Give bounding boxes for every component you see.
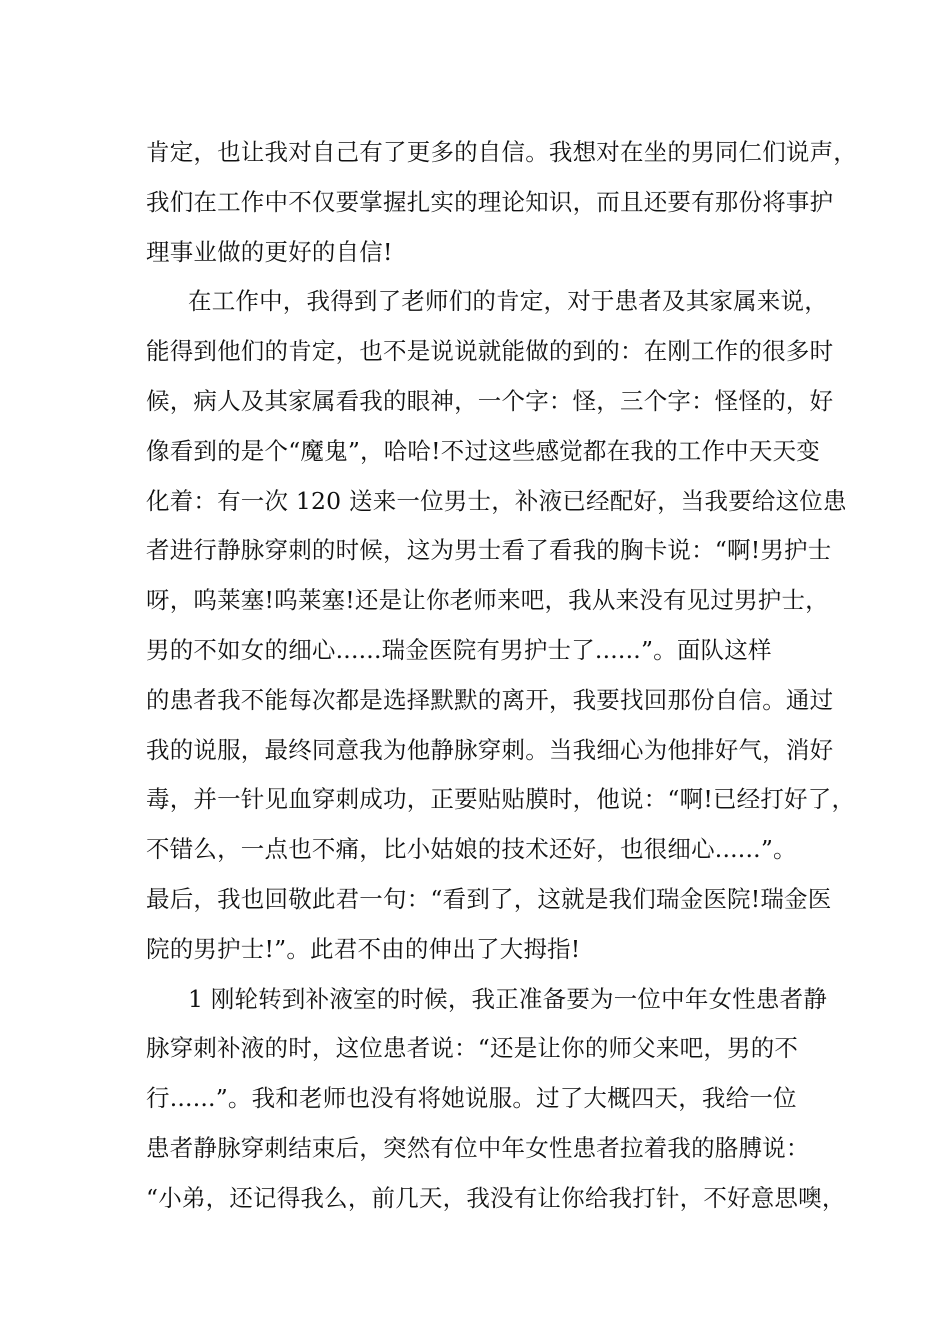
text-line: 能得到他们的肯定，也不是说说就能做的到的：在刚工作的很多时 xyxy=(146,337,834,366)
text-line: 行......”。我和老师也没有将她说服。过了大概四天，我给一位 xyxy=(146,1084,797,1113)
text-line: 脉穿刺补液的时，这位患者说：“还是让你的师父来吧，男的不 xyxy=(146,1034,799,1063)
text-line: 患者静脉穿刺结束后，突然有位中年女性患者拉着我的胳膊说： xyxy=(146,1133,810,1162)
text-line: 者进行静脉穿刺的时候，这为男士看了看我的胸卡说：“啊!男护士 xyxy=(146,536,832,565)
text-line: “小弟，还记得我么，前几天，我没有让你给我打针，不好意思噢， xyxy=(146,1183,846,1212)
text-line: 我的说服，最终同意我为他静脉穿刺。当我细心为他排好气，消好 xyxy=(146,735,834,764)
text-line-indented: 1 刚轮转到补液室的时候，我正准备要为一位中年女性患者静 xyxy=(188,984,828,1013)
paragraph-2 xyxy=(146,277,856,974)
text-line: 毒，并一针见血穿刺成功，正要贴贴膜时，他说：“啊!已经打好了， xyxy=(146,785,856,814)
text-line: 最后，我也回敬此君一句：“看到了，这就是我们瑞金医院!瑞金医 xyxy=(146,884,832,913)
text-line: 像看到的是个“魔鬼”，哈哈!不过这些感觉都在我的工作中天天变 xyxy=(146,436,820,465)
text-line: 呀，呜莱塞!呜莱塞!还是让你老师来吧，我从来没有见过男护士， xyxy=(146,586,829,615)
text-line: 不错么，一点也不痛，比小姑娘的技术还好，也很细心......”。 xyxy=(146,835,797,864)
text-line: 理事业做的更好的自信! xyxy=(146,237,393,266)
text-line: 的患者我不能每次都是选择默默的离开，我要找回那份自信。通过 xyxy=(146,685,834,714)
paragraph-1 xyxy=(146,128,857,277)
text-line: 候，病人及其家属看我的眼神，一个字：怪，三个字：怪怪的，好 xyxy=(146,386,834,415)
text-line: 我们在工作中不仅要掌握扎实的理论知识，而且还要有那份将事护 xyxy=(146,187,834,216)
text-line: 肯定，也让我对自己有了更多的自信。我想对在坐的男同仁们说声， xyxy=(146,138,857,166)
text-line: 化着：有一次 120 送来一位男士，补液已经配好，当我要给这位患 xyxy=(146,486,847,515)
document-body xyxy=(146,128,857,1224)
text-line-indented: 在工作中，我得到了老师们的肯定，对于患者及其家属来说， xyxy=(188,287,828,316)
text-line: 男的不如女的细心......瑞金医院有男护士了......”。面队这样 xyxy=(146,635,772,664)
paragraph-3 xyxy=(146,975,846,1224)
text-line: 院的男护士!”。此君不由的伸出了大拇指! xyxy=(146,934,581,963)
